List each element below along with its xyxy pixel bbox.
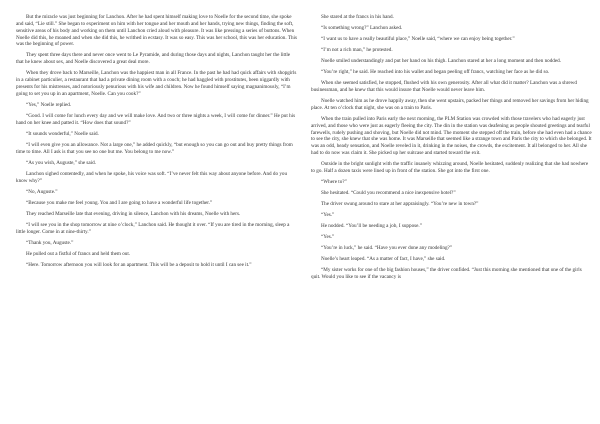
paragraph: When they drove back to Marseille, Lanchon was the happiest man in all France. In the past he had had quick affairs with shopgirls in a cabinet particulier, a restaurant that had a private dining room with a couch; he had haggled with prostitutes, been niggardly with presents for his mistresses, and notoriously penurious with his wife and children. Now he found himself saying magnanimously, “I’m going to set you up in an apartment, Noelle. Can you cook?” [16, 70, 297, 97]
paragraph: When she seemed satisfied, he stopped, flushed with his own generosity. After all what did it matter? Lanchon was a shrewd businessman, and he knew that this would insure that Noelle would never leave him. [311, 80, 577, 94]
paragraph: “I’m not a rich man,” he protested. [321, 47, 393, 54]
paragraph: “You’re right,” he said. He reached into his wallet and began peeling off francs, watching her face as he did so. [321, 69, 550, 76]
paragraph: When the train pulled into Paris early the next morning, the PLM Station was crowded with those travelers who had eagerly just arrived, and those who were just as eagerly fleeing the city. The din in the station was deafening as people shouted greetings and tearful farewells, rudely pushing and shoving, but Noelle did not mind. The moment she stepped off the train, before she had even had a chance to see the city, she knew that she was home. It was Marseille that seemed like a strange town and Paris the city to which she belonged. It was an odd, heady sensation, and Noelle reveled in it, drinking in the noises, the crowds, the excitement. It all belonged to her. All she had to do now was claim it. She picked up her suitcase and started toward the exit. [311, 115, 592, 157]
paragraph: “I want us to have a really beautiful place,” Noelle said, “where we can enjoy being together.” [321, 36, 515, 43]
paragraph: They spent three days there and never once went to Le Pyramide, and during those days and nights, Lanchon taught her the little that he knew about sex, and Noelle discovered a great deal more. [16, 52, 291, 66]
paragraph: “It sounds wonderful,” Noelle said. [26, 130, 99, 137]
paragraph: “As you wish, Auguste,” she said. [26, 159, 96, 166]
right-column [311, 14, 592, 424]
paragraph: Lanchon sighed contentedly, and when he spoke, his voice was soft. “I’ve never felt this way about anyone before. And do you know why?” [16, 170, 288, 184]
paragraph: “Is something wrong?” Lanchon asked. [321, 25, 403, 32]
paragraph: Outside in the bright sunlight with the traffic insanely whizzing around, Noelle hesitated, suddenly realizing that she had nowhere to go. Half a dozen taxis were lined up in front of the station. She got into the first one. [311, 161, 589, 175]
paragraph: “You’re in luck,” he said. “Have you ever done any modeling?” [321, 245, 453, 252]
paragraph: Noelle smiled understandingly and put her hand on his thigh. Lanchon stared at her a long moment and then nodded. [321, 58, 561, 65]
paragraph: “Yes.” [321, 212, 335, 219]
paragraph: “No, Auguste.” [26, 188, 58, 195]
paragraph: “Where to?” [321, 179, 347, 186]
paragraph: “Yes.” [321, 234, 335, 241]
paragraph: Noelle’s heart leaped. “As a matter of fact, I have,” she said. [321, 256, 446, 263]
paragraph: She stared at the francs in his hand. [321, 14, 394, 20]
paragraph: But the miracle was just beginning for Lanchon. After he had spent himself making love to Noelle for the second time, she spoke and said, “Lie still.” She began to experiment on him with her tongue and her mouth and her hands, trying new things, finding the soft, sensitive areas of his body and working on them until Lanchon cried aloud with pleasure. It was like pressing a series of buttons. When Noelle did this, he moaned and when she did this, he writhed in ecstasy. It was so easy. This was her school, this was her education. This was the beginning of power. [16, 14, 297, 48]
paragraph: The driver swung around to stare at her appraisingly. “You’re new in town?” [321, 201, 479, 208]
paragraph: “Thank you, Auguste.” [26, 239, 74, 246]
left-column [16, 14, 297, 424]
paragraph: “Because you make me feel young. You and I are going to have a wonderful life together.” [26, 199, 213, 206]
paragraph: “Here. Tomorrow afternoon you will look for an apartment. This will be a deposit to hold it until I can see it.” [26, 261, 252, 268]
paragraph: “My sister works for one of the big fashion houses,” the driver confided. “Just this morning she mentioned that one of the girls quit. Would you like to see if the vacancy is [311, 267, 582, 281]
paragraph: He nodded. “You’ll be needing a job, I suppose.” [321, 223, 422, 230]
paragraph: He pulled out a fistful of francs and held them out. [26, 250, 131, 257]
paragraph: “Good. I will come for lunch every day and we will make love. And two or three nights a week, I will come for dinner.” He put his hand on her knee and patted it. “How does that sound?” [16, 112, 296, 126]
paragraph: Noelle watched him as he drove happily away, then she went upstairs, packed her things and removed her savings from her hiding place. At ten o’clock that night, she was on a train to Paris. [311, 98, 589, 111]
paragraph: She hesitated. “Could you recommend a nice inexpensive hotel?” [321, 190, 456, 197]
paragraph: “I will see you in the shop tomorrow at nine o’clock,” Lanchon said. He thought it over. “If you are tired in the morning, sleep a little longer. Come in at nine-thirty.” [16, 221, 290, 235]
paragraph: “I will even give you an allowance. Not a large one,” he added quickly, “but enough so you can go out and buy pretty things from time to time. All I ask is that you see no one but me. You belong to me now.” [16, 141, 293, 155]
paragraph: “Yes,” Noelle replied. [26, 101, 72, 108]
paragraph: They reached Marseille late that evening, driving in silence, Lanchon with his dreams, Noelle with hers. [26, 210, 241, 217]
